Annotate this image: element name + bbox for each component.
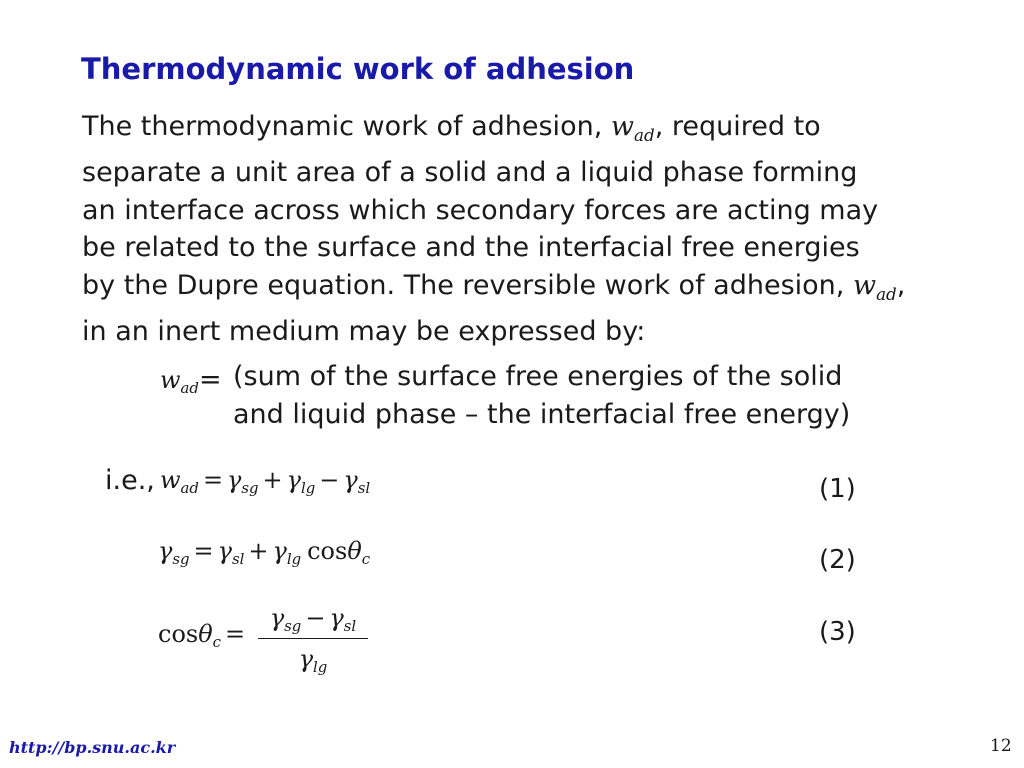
fraction-bar (258, 638, 368, 639)
paragraph-line-5: by the Dupre equation. The reversible work of adhesion, $w_{ad}$, (82, 269, 906, 304)
slide-title: Thermodynamic work of adhesion (81, 52, 635, 86)
definition-text: (sum of the surface free energies of the solid and liquid phase – the interfacial free energy) (233, 361, 851, 430)
w-ad-variable: $w_{ad}$ (852, 269, 897, 304)
equation-1: $w_{ad} = \gamma_{sg} + \gamma_{lg} - \gamma_{sl}$ (160, 466, 371, 498)
paragraph-line-2: separate a unit area of a solid and a liquid phase forming (82, 157, 858, 189)
fraction-numerator: $\gamma_{sg} - \gamma_{sl}$ (269, 604, 357, 636)
fraction-denominator: $\gamma_{lg}$ (298, 645, 328, 677)
equation-2: $\gamma_{sg} = \gamma_{sl} + \gamma_{lg}$ cosθ$_c$ (158, 537, 371, 569)
equation-3-fraction (258, 604, 368, 676)
footer-url-link[interactable]: http://bp.snu.ac.kr (9, 738, 176, 757)
paragraph-line-6: in an inert medium may be expressed by: (82, 316, 646, 348)
body-paragraph (82, 108, 962, 351)
definition-lhs: $w_{ad}=$ (160, 364, 222, 398)
equation-number-1: (1) (819, 474, 856, 504)
paragraph-line-3: an interface across which secondary forces are acting may (82, 194, 879, 226)
equation-number-2: (2) (819, 545, 856, 575)
ie-prefix: i.e., (105, 465, 155, 496)
paragraph-line-4: be related to the surface and the interfacial free energies (82, 232, 860, 264)
w-ad-variable: $w_{ad}$ (610, 111, 655, 145)
page-number: 12 (990, 736, 1012, 756)
equation-number-3: (3) (819, 617, 856, 647)
equation-3-lhs: cosθ$_c$ = (158, 620, 246, 652)
paragraph-line-1: The thermodynamic work of adhesion, $w_{ad}$, required to (82, 111, 821, 145)
